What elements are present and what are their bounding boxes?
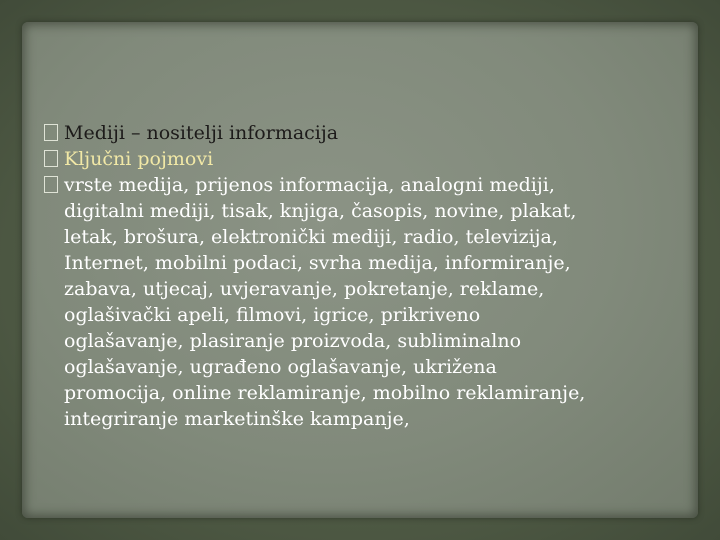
bullet-box-icon bbox=[44, 150, 58, 167]
bullet-box-icon bbox=[44, 124, 58, 141]
terms-line: vrste medija, prijenos informacija, analogni mediji, bbox=[64, 174, 555, 196]
bullet-item-key-terms bbox=[44, 146, 696, 172]
terms-line: letak, brošura, elektronički mediji, radio, televizija, bbox=[64, 226, 558, 248]
terms-line: oglašivački apeli, filmovi, igrice, prikriveno bbox=[64, 304, 481, 326]
terms-line: digitalni mediji, tisak, knjiga, časopis, novine, plakat, bbox=[64, 200, 577, 222]
terms-line: integriranje marketinške kampanje, bbox=[64, 408, 410, 430]
title-text: Mediji – nositelji informacija bbox=[64, 122, 339, 144]
terms-line: zabava, utjecaj, uvjeravanje, pokretanje, reklame, bbox=[64, 278, 545, 300]
slide-content bbox=[44, 120, 696, 432]
bullet-item-title bbox=[44, 120, 696, 146]
terms-line: oglašavanje, ugrađeno oglašavanje, ukrižena bbox=[64, 356, 497, 378]
bullet-item-terms-list bbox=[44, 172, 696, 432]
terms-line: oglašavanje, plasiranje proizvoda, subliminalno bbox=[64, 330, 522, 352]
terms-line: promocija, online reklamiranje, mobilno reklamiranje, bbox=[64, 382, 586, 404]
key-terms-heading: Ključni pojmovi bbox=[64, 148, 214, 170]
bullet-box-icon bbox=[44, 176, 58, 193]
terms-line: Internet, mobilni podaci, svrha medija, informiranje, bbox=[64, 252, 571, 274]
